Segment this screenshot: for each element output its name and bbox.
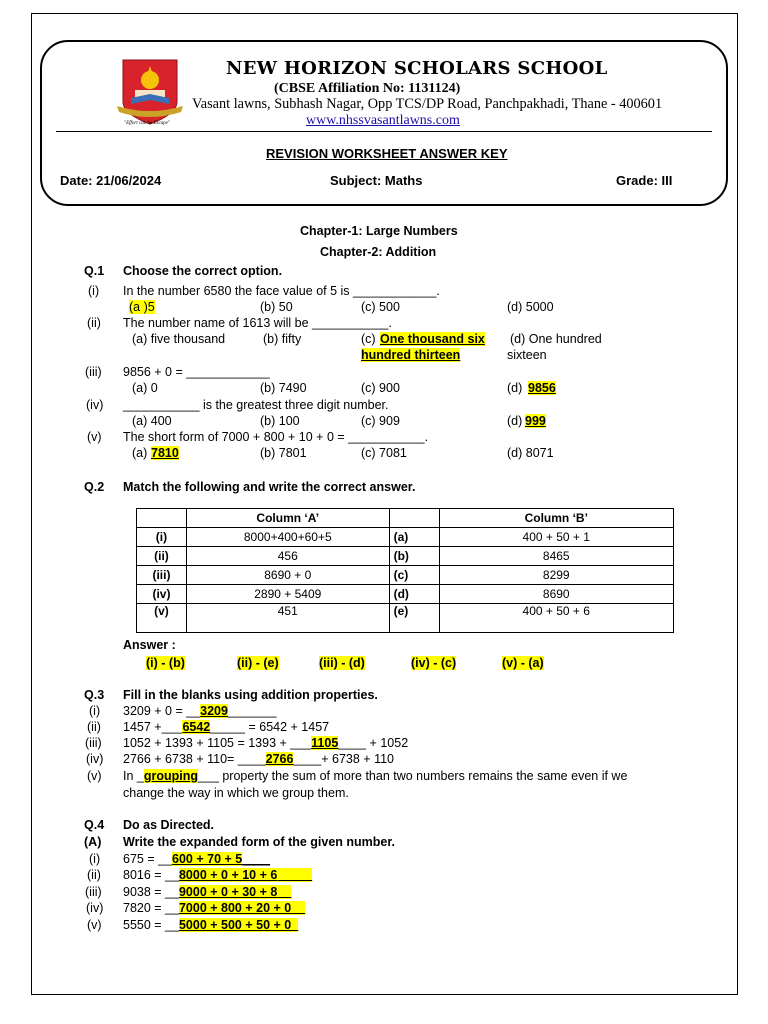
- q3-answer: 1105: [311, 736, 339, 750]
- header-divider: [56, 131, 712, 132]
- q4-answer: 600 + 70 + 5: [172, 852, 243, 866]
- q1-option-correct: One thousand six: [380, 332, 485, 346]
- q1-question: 9856 + 0 = ____________: [123, 365, 270, 379]
- row-label: (v): [137, 604, 187, 633]
- table-header-row: [137, 509, 674, 528]
- column-a-cell: 2890 + 5409: [186, 585, 389, 604]
- q3-item-number: (i): [89, 704, 101, 718]
- grade: Grade: III: [616, 173, 673, 188]
- q1-option-correct: 7810: [151, 446, 179, 460]
- affiliation: (CBSE Affiliation No: 1131124): [274, 81, 461, 96]
- q3-item-number: (v): [87, 769, 102, 783]
- q1-option: (d) 8071: [507, 446, 554, 460]
- chapter-1-heading: Chapter-1: Large Numbers: [300, 224, 458, 238]
- q1-option: (b) 7490: [260, 381, 307, 395]
- q1-option-correct: 9856: [528, 381, 556, 395]
- q4-answer: 5000 + 500 + 50 + 0: [178, 918, 292, 932]
- q1-item-number: (ii): [87, 316, 101, 330]
- q4-item: 8016 = __8000 + 0 + 10 + 6_____: [123, 868, 313, 882]
- match-table: [136, 508, 674, 633]
- q1-option-label: (a): [132, 446, 148, 460]
- q1-question: The number name of 1613 will be ___________.: [123, 316, 392, 330]
- q4-answer: 9000 + 0 + 30 + 8: [178, 885, 278, 899]
- column-b-cell: 8690: [439, 585, 673, 604]
- q3-item: 3209 + 0 = __3209_______: [123, 704, 277, 718]
- q3-item-number: (iii): [85, 736, 102, 750]
- q1-option: (b) 7801: [260, 446, 307, 460]
- match-answer: (ii) - (e): [237, 656, 279, 670]
- q4-title: Do as Directed.: [123, 818, 215, 832]
- q1-option: (c) 7081: [361, 446, 407, 460]
- q1-option-correct-cont: hundred thirteen: [361, 348, 461, 362]
- table-row: [137, 547, 674, 566]
- q3-title: Fill in the blanks using addition properties.: [123, 688, 378, 702]
- q4-answer: 8000 + 0 + 10 + 6: [178, 868, 278, 882]
- q3-continuation: change the way in which we group them.: [123, 786, 349, 800]
- q1-option: (a) 0: [132, 381, 158, 395]
- table-row: [137, 528, 674, 547]
- answer-label: Answer :: [123, 638, 176, 652]
- q1-question: ___________ is the greatest three digit number.: [123, 398, 389, 412]
- q3-answer: grouping: [143, 769, 199, 783]
- date: Date: 21/06/2024: [60, 173, 162, 188]
- q1-question: In the number 6580 the face value of 5 is ____________.: [123, 284, 440, 298]
- logo-motto: "Effort can be Escape": [124, 121, 170, 126]
- column-b-cell: 8465: [439, 547, 673, 566]
- q3-item: 1457 +___6542_____ = 6542 + 1457: [123, 720, 330, 734]
- q1-item-number: (v): [87, 430, 102, 444]
- q4-answer: 7000 + 800 + 20 + 0: [178, 901, 292, 915]
- row-label: (b): [389, 547, 439, 566]
- q3-item-number: (iv): [86, 752, 104, 766]
- subject: Subject: Maths: [330, 173, 423, 188]
- q3-item: In _grouping___ property the sum of more than two numbers remains the same even if we: [123, 769, 628, 783]
- q4-item: 675 = __600 + 70 + 5____: [123, 852, 271, 866]
- table-row: [137, 585, 674, 604]
- row-label: (iii): [137, 566, 187, 585]
- row-label: (c): [389, 566, 439, 585]
- worksheet-title: REVISION WORKSHEET ANSWER KEY: [266, 146, 508, 161]
- q1-option: (b) 50: [260, 300, 293, 314]
- school-name: NEW HORIZON SCHOLARS SCHOOL: [226, 58, 608, 79]
- row-label: (iv): [137, 585, 187, 604]
- q1-title: Choose the correct option.: [123, 264, 283, 278]
- school-address: Vasant lawns, Subhash Nagar, Opp TCS/DP Road, Panchpakhadi, Thane - 400601: [192, 96, 663, 112]
- q3-answer: 2766: [265, 752, 294, 766]
- q4-item-number: (i): [89, 852, 101, 866]
- q3-item-number: (ii): [87, 720, 101, 734]
- table-row: [137, 566, 674, 585]
- q4-item-number: (iv): [86, 901, 104, 915]
- column-a-header: Column ‘A’: [186, 509, 389, 528]
- row-label: (i): [137, 528, 187, 547]
- q1-option: (a) five thousand: [132, 332, 226, 346]
- q4-number: Q.4: [84, 818, 105, 832]
- q1-option-label: (d): [507, 414, 523, 428]
- chapter-2-heading: Chapter-2: Addition: [320, 245, 437, 259]
- q1-question: The short form of 7000 + 800 + 10 + 0 = ___________.: [123, 430, 429, 444]
- q4-sub-number: (A): [84, 835, 102, 849]
- q1-item-number: (i): [88, 284, 100, 298]
- q1-item-number: (iii): [85, 365, 102, 379]
- row-label: (a): [389, 528, 439, 547]
- match-answer: (v) - (a): [502, 656, 544, 670]
- q3-item: 2766 + 6738 + 110= ____2766____+ 6738 + 110: [123, 752, 394, 766]
- q4-item: 9038 = __9000 + 0 + 30 + 8__: [123, 885, 292, 899]
- match-answer: (iv) - (c): [411, 656, 457, 670]
- column-a-cell: 456: [186, 547, 389, 566]
- q1-option: (b) 100: [260, 414, 300, 428]
- q1-option: (b) fifty: [263, 332, 302, 346]
- q4-item-number: (ii): [87, 868, 101, 882]
- school-logo-icon: [115, 58, 185, 128]
- q4-item: 5550 = __5000 + 500 + 50 + 0_: [123, 918, 299, 932]
- q4-item-number: (v): [87, 918, 102, 932]
- q1-option-label: (c): [361, 332, 376, 346]
- q1-option: (a) 400: [132, 414, 172, 428]
- column-a-cell: 8000+400+60+5: [186, 528, 389, 547]
- q4-item: 7820 = __7000 + 800 + 20 + 0__: [123, 901, 306, 915]
- q1-option-label: (d): [507, 381, 523, 395]
- q1-option: (c) 900: [361, 381, 400, 395]
- q2-title: Match the following and write the correct answer.: [123, 480, 416, 494]
- row-label: (ii): [137, 547, 187, 566]
- q1-option: (c) 500: [361, 300, 400, 314]
- q1-option: (d) 5000: [507, 300, 554, 314]
- column-b-cell: 400 + 50 + 1: [439, 528, 673, 547]
- column-a-cell: 8690 + 0: [186, 566, 389, 585]
- row-label: (e): [389, 604, 439, 633]
- q3-answer: 3209: [200, 704, 228, 718]
- q1-item-number: (iv): [86, 398, 104, 412]
- q1-option-cont: sixteen: [507, 348, 547, 362]
- q1-option: (d) One hundred: [510, 332, 602, 346]
- q1-option: (c) 909: [361, 414, 400, 428]
- column-b-cell: 400 + 50 + 6: [439, 604, 673, 633]
- q3-number: Q.3: [84, 688, 105, 702]
- school-website-link[interactable]: www.nhssvasantlawns.com: [306, 113, 460, 128]
- column-a-cell: 451: [186, 604, 389, 633]
- q1-number: Q.1: [84, 264, 105, 278]
- match-answer: (i) - (b): [146, 656, 185, 670]
- q1-option-correct: (a )5: [129, 300, 155, 314]
- q3-answer: 6542: [182, 720, 211, 734]
- q4-item-number: (iii): [85, 885, 102, 899]
- q1-option-correct: 999: [525, 414, 546, 428]
- match-answer: (iii) - (d): [319, 656, 365, 670]
- q3-item: 1052 + 1393 + 1105 = 1393 + ___1105____ + 1052: [123, 736, 409, 750]
- column-b-cell: 8299: [439, 566, 673, 585]
- q4-sub-title: Write the expanded form of the given number.: [123, 835, 396, 849]
- table-row: [137, 604, 674, 633]
- row-label: (d): [389, 585, 439, 604]
- column-b-header: Column ‘B’: [439, 509, 673, 528]
- q2-number: Q.2: [84, 480, 105, 494]
